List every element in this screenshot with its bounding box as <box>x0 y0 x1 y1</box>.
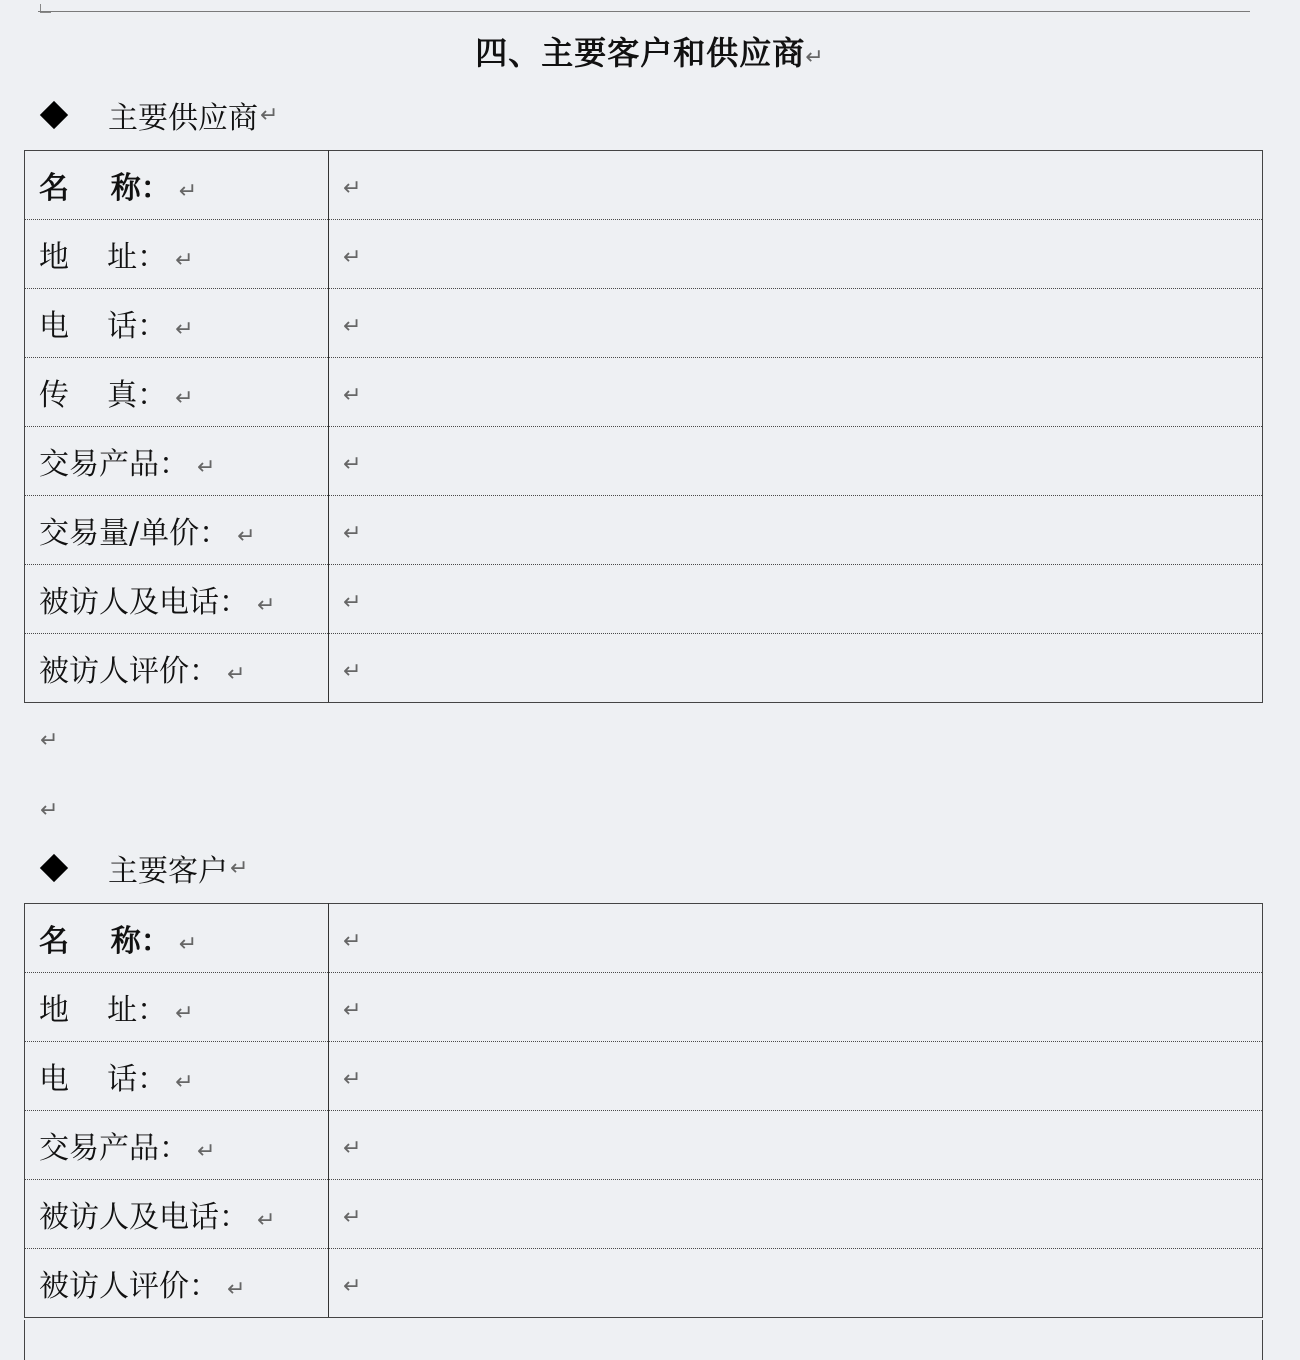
section-heading-text: 主要客户 <box>108 854 228 889</box>
field-label-interviewee-phone: 被访人及电话： <box>39 585 249 620</box>
table-row <box>25 1249 1263 1318</box>
paragraph-mark-icon: ↵ <box>178 179 198 204</box>
table-row <box>25 427 1263 496</box>
paragraph-mark-icon: ↵ <box>343 658 362 684</box>
diamond-bullet-icon <box>40 854 68 882</box>
paragraph-mark-icon: ↵ <box>257 593 276 618</box>
label-cell <box>25 904 329 973</box>
section-heading-suppliers <box>40 95 278 135</box>
table-row <box>25 973 1263 1042</box>
page-title <box>0 28 1300 74</box>
field-label-interviewee-phone: 被访人及电话： <box>39 1200 249 1235</box>
paragraph-mark-icon: ↵ <box>40 728 59 753</box>
value-cell[interactable] <box>329 565 1263 634</box>
field-label-phone: 电 话： <box>39 309 168 344</box>
table-row <box>25 289 1263 358</box>
paragraph-mark-icon: ↵ <box>343 382 362 408</box>
table-row <box>25 904 1263 973</box>
paragraph-mark-icon: ↵ <box>343 313 362 339</box>
paragraph-mark-icon: ↵ <box>343 928 362 954</box>
value-cell[interactable] <box>329 904 1263 973</box>
paragraph-mark-icon: ↵ <box>343 997 362 1023</box>
table-row <box>25 1180 1263 1249</box>
paragraph-mark-icon: ↵ <box>197 455 216 480</box>
paragraph-mark-icon: ↵ <box>343 1204 362 1230</box>
field-label-address: 地 址： <box>39 240 168 275</box>
paragraph-mark-icon: ↵ <box>257 1208 276 1233</box>
table-row <box>25 151 1263 220</box>
paragraph-mark-icon: ↵ <box>175 317 194 342</box>
table-row <box>25 634 1263 703</box>
paragraph-mark-icon: ↵ <box>227 1277 246 1302</box>
value-cell[interactable] <box>329 358 1263 427</box>
label-cell <box>25 1111 329 1180</box>
label-cell <box>25 1180 329 1249</box>
label-cell <box>25 1042 329 1111</box>
value-cell[interactable] <box>329 1042 1263 1111</box>
paragraph-mark-icon: ↵ <box>260 102 279 128</box>
paragraph-mark-icon: ↵ <box>175 386 194 411</box>
label-cell <box>25 1249 329 1318</box>
label-cell <box>25 634 329 703</box>
label-cell <box>25 289 329 358</box>
paragraph-mark-icon: ↵ <box>343 520 362 546</box>
field-label-products: 交易产品： <box>39 1131 189 1166</box>
customer-table <box>24 903 1263 1318</box>
paragraph-mark-icon: ↵ <box>805 45 825 70</box>
value-cell[interactable] <box>329 220 1263 289</box>
value-cell[interactable] <box>329 427 1263 496</box>
table-row <box>25 565 1263 634</box>
paragraph-mark-icon: ↵ <box>230 855 249 881</box>
section-heading-text: 主要供应商 <box>108 101 258 136</box>
field-label-fax: 传 真： <box>39 378 168 413</box>
paragraph-mark-icon: ↵ <box>343 175 362 201</box>
label-cell <box>25 973 329 1042</box>
label-cell <box>25 220 329 289</box>
label-cell <box>25 565 329 634</box>
value-cell[interactable] <box>329 1180 1263 1249</box>
label-cell <box>25 151 329 220</box>
field-label-interviewee-evaluation: 被访人评价： <box>39 1269 219 1304</box>
section-heading-customers <box>40 848 248 888</box>
header-rule <box>38 11 1250 12</box>
field-label-name: 名 称： <box>39 924 171 959</box>
value-cell[interactable] <box>329 1111 1263 1180</box>
field-label-interviewee-evaluation: 被访人评价： <box>39 654 219 689</box>
paragraph-mark-icon: ↵ <box>197 1139 216 1164</box>
paragraph-mark-icon: ↵ <box>175 1070 194 1095</box>
value-cell[interactable] <box>329 496 1263 565</box>
paragraph-mark-icon: ↵ <box>343 1273 362 1299</box>
value-cell[interactable] <box>329 151 1263 220</box>
field-label-phone: 电 话： <box>39 1062 168 1097</box>
field-label-name: 名 称： <box>39 171 171 206</box>
label-cell <box>25 496 329 565</box>
field-label-products: 交易产品： <box>39 447 189 482</box>
paragraph-mark-icon: ↵ <box>227 662 246 687</box>
paragraph-mark-icon: ↵ <box>175 1001 194 1026</box>
paragraph-mark-icon: ↵ <box>343 1066 362 1092</box>
label-cell <box>25 358 329 427</box>
diamond-bullet-icon <box>40 101 68 129</box>
paragraph-mark-icon: ↵ <box>343 589 362 615</box>
value-cell[interactable] <box>329 289 1263 358</box>
value-cell[interactable] <box>329 1249 1263 1318</box>
value-cell[interactable] <box>329 634 1263 703</box>
paragraph-mark-icon: ↵ <box>343 451 362 477</box>
label-cell <box>25 427 329 496</box>
paragraph-mark-icon: ↵ <box>40 798 59 823</box>
table-row <box>25 1042 1263 1111</box>
field-label-address: 地 址： <box>39 993 168 1028</box>
paragraph-mark-icon: ↵ <box>178 932 198 957</box>
paragraph-mark-icon: ↵ <box>237 524 256 549</box>
paragraph-mark-icon: ↵ <box>343 1135 362 1161</box>
field-label-volume-price: 交易量/单价： <box>39 516 230 551</box>
table-row <box>25 220 1263 289</box>
table-row <box>25 496 1263 565</box>
table-row <box>25 1111 1263 1180</box>
paragraph-mark-icon: ↵ <box>175 248 194 273</box>
page-title-text: 四、主要客户和供应商 <box>475 34 806 72</box>
next-table-frame <box>24 1320 1263 1360</box>
table-row <box>25 358 1263 427</box>
paragraph-mark-icon: ↵ <box>343 244 362 270</box>
value-cell[interactable] <box>329 973 1263 1042</box>
supplier-table <box>24 150 1263 703</box>
